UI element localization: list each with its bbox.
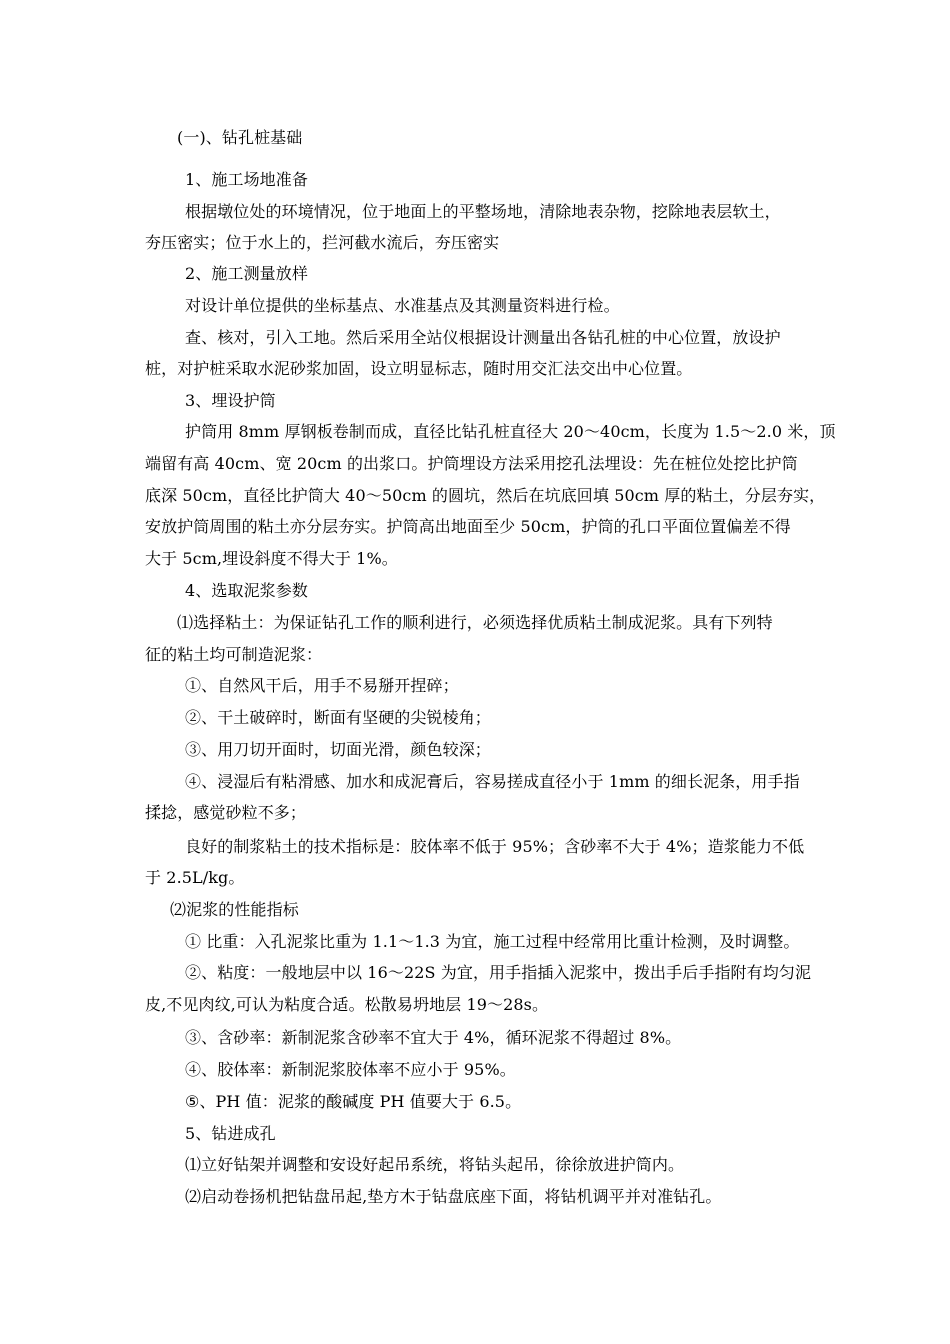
- paragraph-line: 大于 5cm,埋设斜度不得大于 1%。: [145, 549, 398, 568]
- paragraph-line: 查、核对，引入工地。然后采用全站仪根据设计测量出各钻孔桩的中心位置，放设护: [185, 328, 781, 347]
- list-item: ④、浸湿后有粘滑感、加水和成泥膏后，容易搓成直径小于 1mm 的细长泥条，用手指: [185, 772, 800, 791]
- paragraph-line: 揉捻，感觉砂粒不多；: [145, 803, 307, 822]
- subheading-1: 1、施工场地准备: [185, 170, 308, 189]
- paragraph-line: 夯压密实；位于水上的，拦河截水流后，夯压密实: [145, 233, 500, 252]
- subheading-2: 2、施工测量放样: [185, 264, 308, 283]
- subheading-5: 5、钻进成孔: [185, 1124, 276, 1143]
- list-item: ②、粘度：一般地层中以 16～22S 为宜，用手指插入泥浆中，拨出手后手指附有均匀泥: [185, 963, 812, 982]
- list-item: ③、含砂率：新制泥浆含砂率不宜大于 4%，循环泥浆不得超过 8%。: [185, 1028, 682, 1047]
- section-heading: (一)、钻孔桩基础: [177, 128, 303, 147]
- paragraph-line: 安放护筒周围的粘土亦分层夯实。护筒高出地面至少 50cm，护筒的孔口平面位置偏差不得: [145, 517, 791, 536]
- paragraph-line: 皮,不见肉纹,可认为粘度合适。松散易坍地层 19～28s。: [145, 995, 549, 1014]
- paragraph-line: 对设计单位提供的坐标基点、水准基点及其测量资料进行检。: [185, 296, 620, 315]
- list-item: ④、胶体率：新制泥浆胶体率不应小于 95%。: [185, 1060, 516, 1079]
- paragraph-line: 护筒用 8mm 厚钢板卷制而成，直径比钻孔桩直径大 20～40cm，长度为 1.5～2.0 米，顶: [185, 422, 836, 441]
- subheading-3: 3、埋设护筒: [185, 391, 276, 410]
- list-item: ① 比重：入孔泥浆比重为 1.1～1.3 为宜，施工过程中经常用比重计检测，及时调整。: [185, 932, 800, 951]
- paragraph-line: ⑴选择粘土：为保证钻孔工作的顺利进行，必须选择优质粘土制成泥浆。具有下列特: [177, 613, 773, 632]
- list-item: ②、干土破碎时，断面有坚硬的尖锐棱角；: [185, 708, 491, 727]
- subheading-4: 4、选取泥浆参数: [185, 581, 308, 600]
- subheading-mud-properties: ⑵泥浆的性能指标: [170, 900, 299, 919]
- paragraph-line: 桩，对护桩采取水泥砂浆加固，设立明显标志，随时用交汇法交出中心位置。: [145, 359, 693, 378]
- paragraph-line: 端留有高 40cm、宽 20cm 的出浆口。护筒埋设方法采用挖孔法埋设：先在桩位处挖比护筒: [145, 454, 798, 473]
- list-item: ⑤、PH 值：泥浆的酸碱度 PH 值要大于 6.5。: [185, 1092, 522, 1111]
- list-item: ⑵启动卷扬机把钻盘吊起,垫方木于钻盘底座下面，将钻机调平并对准钻孔。: [185, 1187, 722, 1206]
- paragraph-line: 于 2.5L/kg。: [145, 868, 245, 887]
- paragraph-line: 根据墩位处的环境情况，位于地面上的平整场地，清除地表杂物，挖除地表层软土，: [185, 202, 781, 221]
- paragraph-line: 良好的制浆粘土的技术指标是：胶体率不低于 95%；含砂率不大于 4%；造浆能力不低: [185, 837, 805, 856]
- list-item: ⑴立好钻架并调整和安设好起吊系统，将钻头起吊，徐徐放进护筒内。: [185, 1155, 685, 1174]
- paragraph-line: 底深 50cm，直径比护筒大 40～50cm 的圆坑，然后在坑底回填 50cm 厚的粘土，分层夯实，: [145, 486, 826, 505]
- list-item: ①、自然风干后，用手不易掰开捏碎；: [185, 676, 459, 695]
- paragraph-line: 征的粘土均可制造泥浆：: [145, 645, 323, 664]
- list-item: ③、用刀切开面时，切面光滑，颜色较深；: [185, 740, 491, 759]
